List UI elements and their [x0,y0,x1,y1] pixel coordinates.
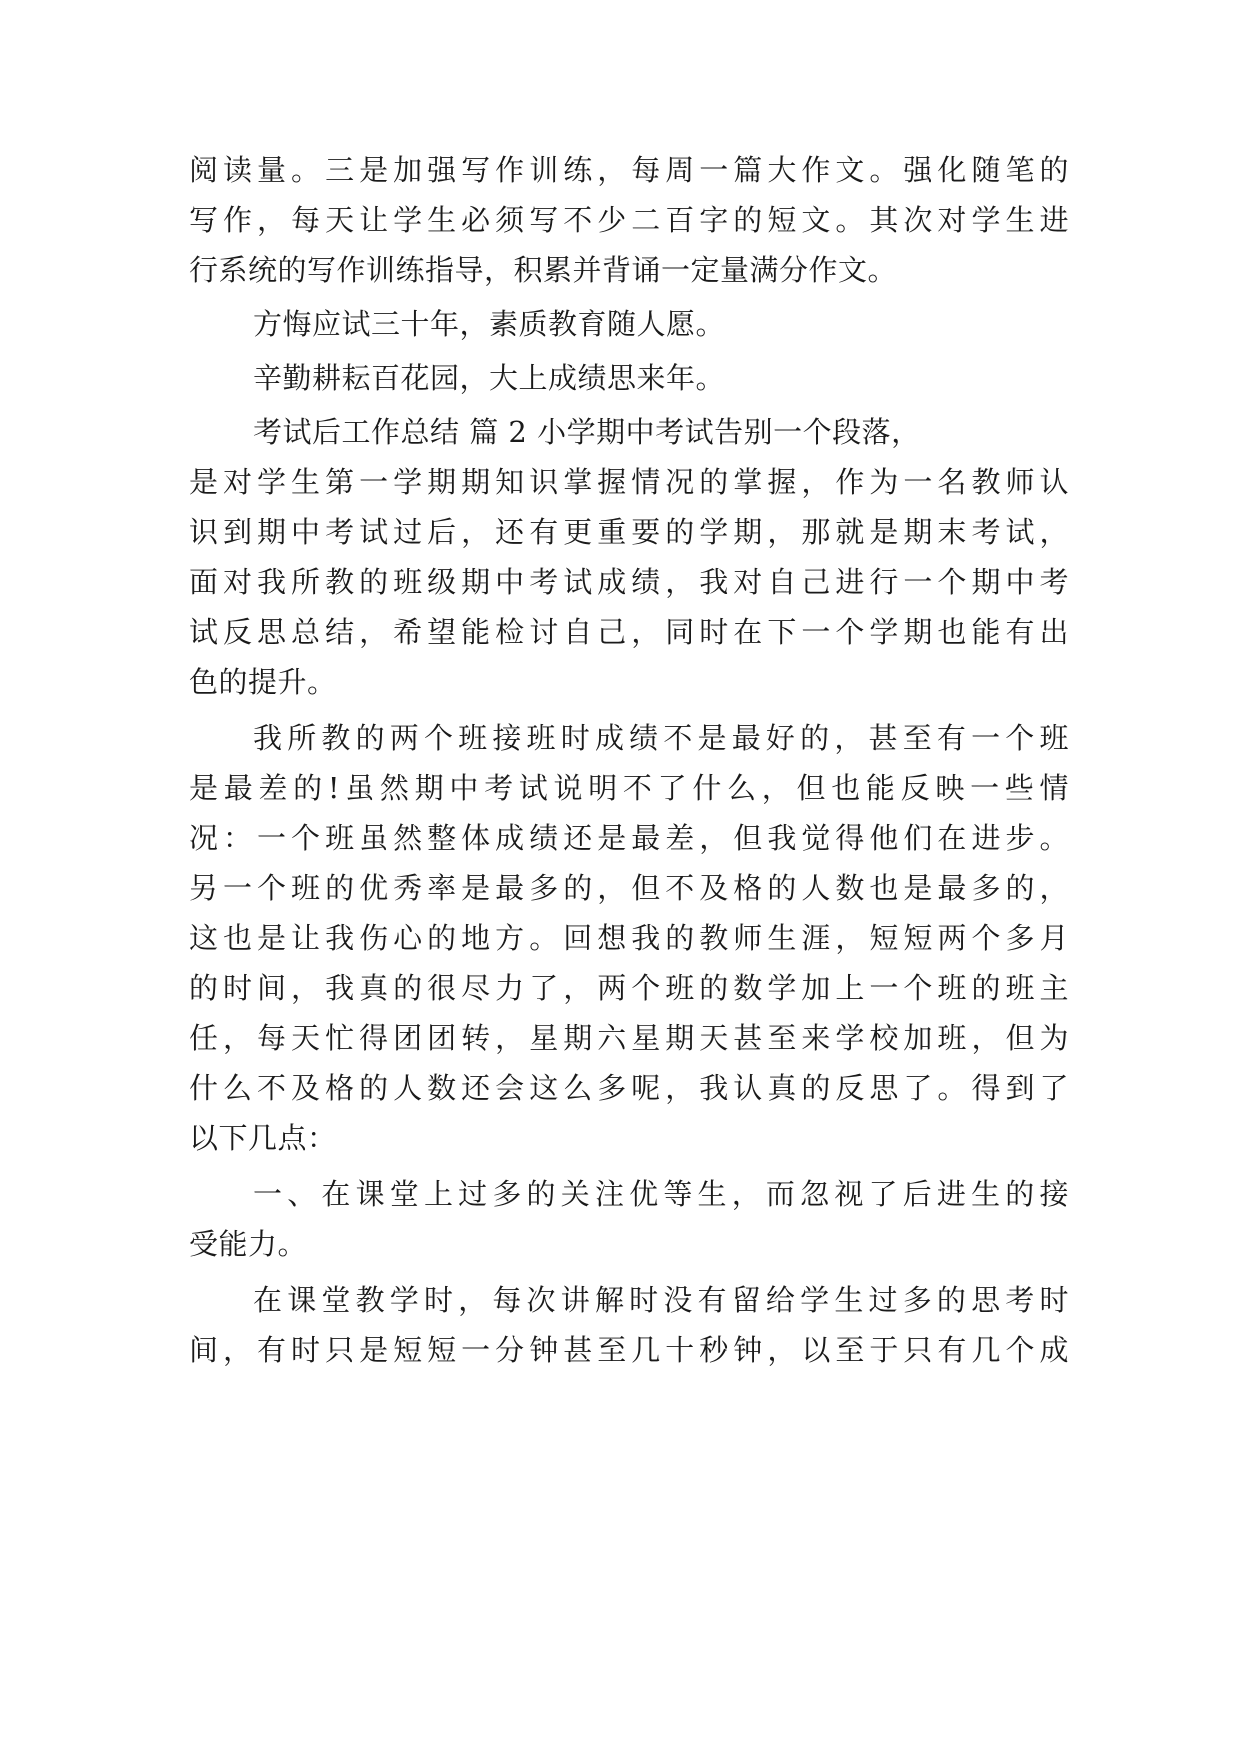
paragraph-first-line: 在课堂教学时，每次讲解时没有留给学生过多的思考时 [253,1283,1069,1317]
body-text-line: 况：一个班虽然整体成绩还是最差，但我觉得他们在进步。 [189,821,1069,855]
body-text-line: 这也是让我伤心的地方。回想我的教师生涯，短短两个多月 [189,921,1069,955]
poem-line: 辛勤耕耘百花园，大上成绩思来年。 [253,361,726,395]
body-text-line: 任，每天忙得团团转，星期六星期天甚至来学校加班，但为 [189,1021,1069,1055]
body-text-line: 以下几点： [189,1121,337,1155]
section-heading-line: 考试后工作总结 篇 2 小学期中考试告别一个段落， [253,415,921,449]
body-text-line: 是最差的!虽然期中考试说明不了什么，但也能反映一些情 [189,771,1069,805]
body-text-line: 阅读量。三是加强写作训练，每周一篇大作文。强化随笔的 [189,153,1069,187]
body-text-line: 的时间，我真的很尽力了，两个班的数学加上一个班的班主 [189,971,1069,1005]
poem-line: 方悔应试三十年，素质教育随人愿。 [253,307,726,341]
body-text-line: 是对学生第一学期期知识掌握情况的掌握，作为一名教师认 [189,465,1069,499]
body-text-line: 识到期中考试过后，还有更重要的学期，那就是期末考试， [189,515,1069,549]
body-text-line: 间，有时只是短短一分钟甚至几十秒钟，以至于只有几个成 [189,1333,1069,1367]
list-item-heading: 一、在课堂上过多的关注优等生，而忽视了后进生的接 [253,1177,1069,1211]
paragraph-first-line: 我所教的两个班接班时成绩不是最好的，甚至有一个班 [253,721,1069,755]
body-text-line: 色的提升。 [189,665,337,699]
body-text-line: 面对我所教的班级期中考试成绩，我对自己进行一个期中考 [189,565,1069,599]
body-text-line: 试反思总结，希望能检讨自己，同时在下一个学期也能有出 [189,615,1069,649]
body-text-line: 行系统的写作训练指导，积累并背诵一定量满分作文。 [189,253,898,287]
body-text-line: 另一个班的优秀率是最多的，但不及格的人数也是最多的， [189,871,1069,905]
body-text-line: 受能力。 [189,1227,308,1261]
body-text-line: 写作，每天让学生必须写不少二百字的短文。其次对学生进 [189,203,1069,237]
body-text-line: 什么不及格的人数还会这么多呢，我认真的反思了。得到了 [189,1071,1069,1105]
